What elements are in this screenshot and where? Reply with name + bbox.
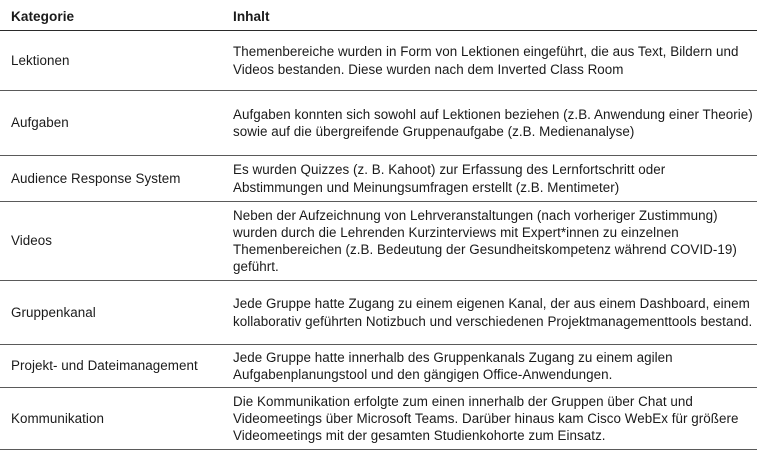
row-content-cell [233,345,753,387]
row-content-cell [233,388,753,449]
row-content-cell [233,202,753,280]
row-category: Videos [11,233,53,249]
table-row [0,281,757,345]
table-row [0,202,757,281]
row-category: Kommunikation [11,410,104,426]
table-row [0,31,757,91]
row-content-cell [233,31,753,90]
table-row [0,91,757,156]
row-content-cell [233,156,753,201]
row-category: Aufgaben [11,115,69,131]
row-category: Gruppenkanal [11,304,96,320]
row-content: Aufgaben konnten sich sowohl auf Lektionen beziehen (z.B. Anwendung einer Theorie) sowie auf die übergreifende Gruppenaufgabe (z.B. Medienanalyse) [233,106,753,139]
row-content-cell [233,91,753,155]
row-category: Audience Response System [11,170,181,186]
row-content: Die Kommunikation erfolgte zum einen innerhalb der Gruppen über Chat und Videomeetings über Microsoft Teams. Darüber hinaus kam Cisco WebEx für größere Videomeetings mit der gesamten Studienkohorte zum Einsatz. [233,393,739,444]
header-category: Kategorie [11,9,75,24]
row-category: Projekt- und Dateimanagement [11,358,198,374]
row-category: Lektionen [11,52,70,68]
table-row [0,156,757,202]
row-content-cell [233,281,753,344]
row-content: Jede Gruppe hatte innerhalb des Gruppenkanals Zugang zu einem agilen Aufgabenplanungstool und den gängigen Office-Anwendungen. [233,349,673,382]
table-header-row [0,0,757,31]
row-content: Es wurden Quizzes (z. B. Kahoot) zur Erfassung des Lernfortschritt oder Abstimmungen und Meinungsumfragen erstellt (z.B. Mentimeter) [233,162,666,195]
header-content: Inhalt [233,9,270,24]
table-row [0,345,757,388]
row-content: Themenbereiche wurden in Form von Lektionen eingeführt, die aus Text, Bildern und Videos bestanden. Diese wurden nach dem Inverted Class Room [233,44,739,77]
table-row [0,388,757,450]
row-content: Jede Gruppe hatte Zugang zu einem eigenen Kanal, der aus einem Dashboard, einem kollaborativ geführten Notizbuch und verschiedenen Projektmanagementtools bestand. [233,296,753,329]
row-content: Neben der Aufzeichnung von Lehrveranstaltungen (nach vorheriger Zustimmung) wurden durch die Lehrenden Kurzinterviews mit Expert*innen zu einzelnen Themenbereichen (z.B. Bedeutung der Gesundheitskompetenz während COVID-19) geführt. [233,207,737,275]
